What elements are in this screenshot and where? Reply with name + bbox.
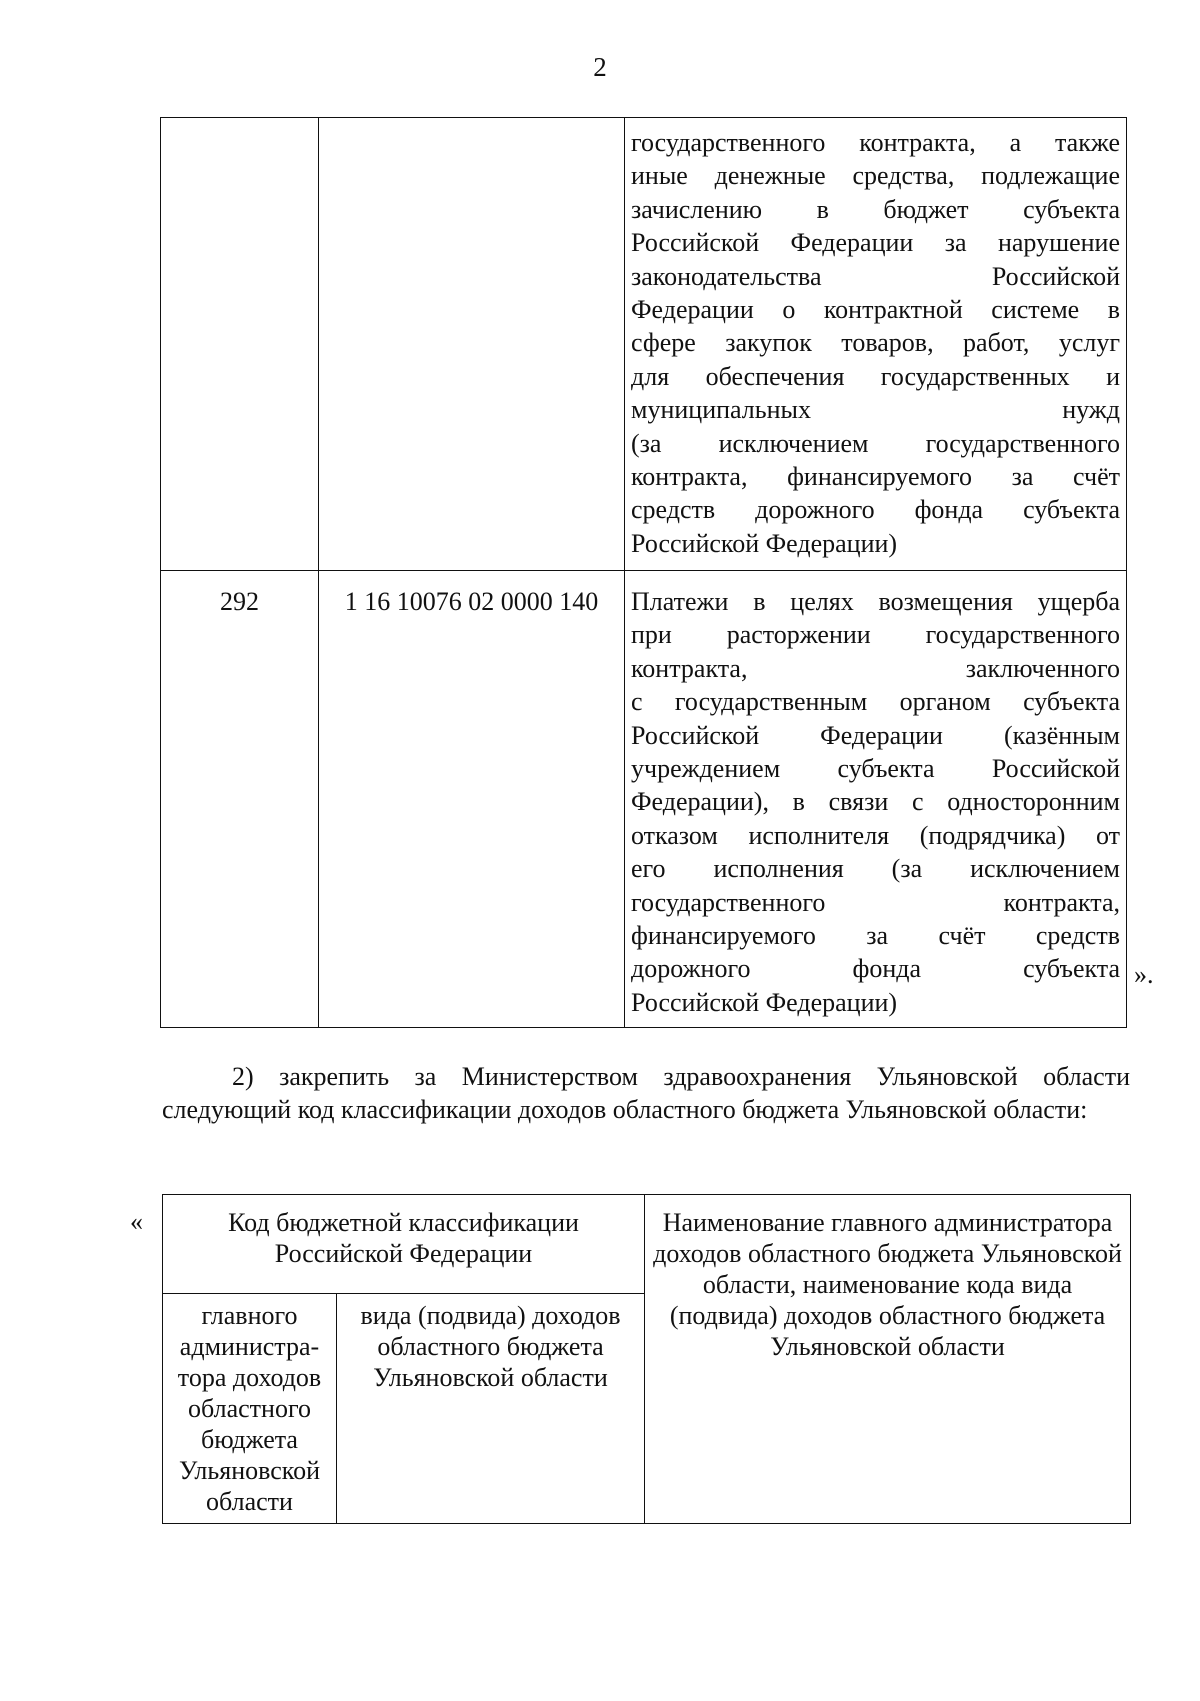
text-line: сфере закупок товаров, работ, услуг	[631, 328, 1120, 358]
text-line: Российской Федерации)	[631, 528, 898, 558]
text-line: муниципальных нужд	[631, 395, 1120, 425]
text-line: законодательства Российской	[631, 261, 1120, 291]
header-type-cell: вида (подвида) доходов областного бюджета Ульяновской области	[337, 1294, 645, 1524]
admin-code-cell: 292	[161, 571, 319, 1028]
header-name-cell: Наименование главного администратора доходов областного бюджета Ульяновской области, наименование кода вида (подвида) доходов областного бюджета Ульяновской области	[645, 1195, 1131, 1524]
table-row	[163, 1195, 1131, 1294]
text-line: контракта, заключенного	[631, 653, 1120, 683]
text-line: иные денежные средства, подлежащие	[631, 161, 1120, 191]
text-line: с государственным органом субъекта	[631, 687, 1120, 717]
table-row	[161, 571, 1127, 1028]
text-line: (за исключением государственного	[631, 428, 1120, 458]
text-line: дорожного фонда субъекта	[631, 954, 1120, 984]
header-admin-cell: главного администра-тора доходов областного бюджета Ульяновской области	[163, 1294, 337, 1524]
text-line: при расторжении государственного	[631, 620, 1120, 650]
text-line: государственного контракта,	[631, 887, 1120, 917]
text-line: Платежи в целях возмещения ущерба	[631, 587, 1120, 616]
page-number: 2	[593, 52, 607, 82]
text-line: Федерации), в связи с односторонним	[631, 787, 1120, 817]
text-line: для обеспечения государственных и	[631, 361, 1120, 391]
income-code-cell: 1 16 10076 02 0000 140	[319, 571, 625, 1028]
text-line: зачислению в бюджет субъекта	[631, 194, 1120, 224]
text-line: Российской Федерации за нарушение	[631, 228, 1120, 258]
text-line: государственного контракта, а также	[631, 128, 1120, 157]
paragraph	[162, 1060, 1130, 1127]
text-line: Федерации о контрактной системе в	[631, 295, 1120, 325]
text-line: финансируемого за счёт средств	[631, 921, 1120, 951]
text-line: контракта, финансируемого за счёт	[631, 462, 1120, 492]
text-line: его исполнения (за исключением	[631, 854, 1120, 884]
text-line: учреждением субъекта Российской	[631, 754, 1120, 784]
text-line: средств дорожного фонда субъекта	[631, 495, 1120, 525]
text-line: отказом исполнителя (подрядчика) от	[631, 820, 1120, 850]
income-codes-table	[160, 117, 1127, 1028]
income-name-cell	[625, 118, 1127, 571]
header-group-cell: Код бюджетной классификации Российской Федерации	[163, 1195, 645, 1294]
income-code-cell	[319, 118, 625, 571]
text-line: Российской Федерации)	[631, 987, 898, 1017]
table-row	[161, 118, 1127, 571]
admin-code-cell	[161, 118, 319, 571]
opening-quote: «	[130, 1207, 143, 1236]
text-line: Российской Федерации (казённым	[631, 720, 1120, 750]
paragraph-text: 2) закрепить за Министерством здравоохранения Ульяновской области следующий код классификации доходов областного бюджета Ульяновской области:	[162, 1062, 1130, 1125]
classification-header-table	[162, 1194, 1131, 1524]
income-name-cell	[625, 571, 1127, 1028]
closing-quote: ».	[1134, 960, 1154, 989]
